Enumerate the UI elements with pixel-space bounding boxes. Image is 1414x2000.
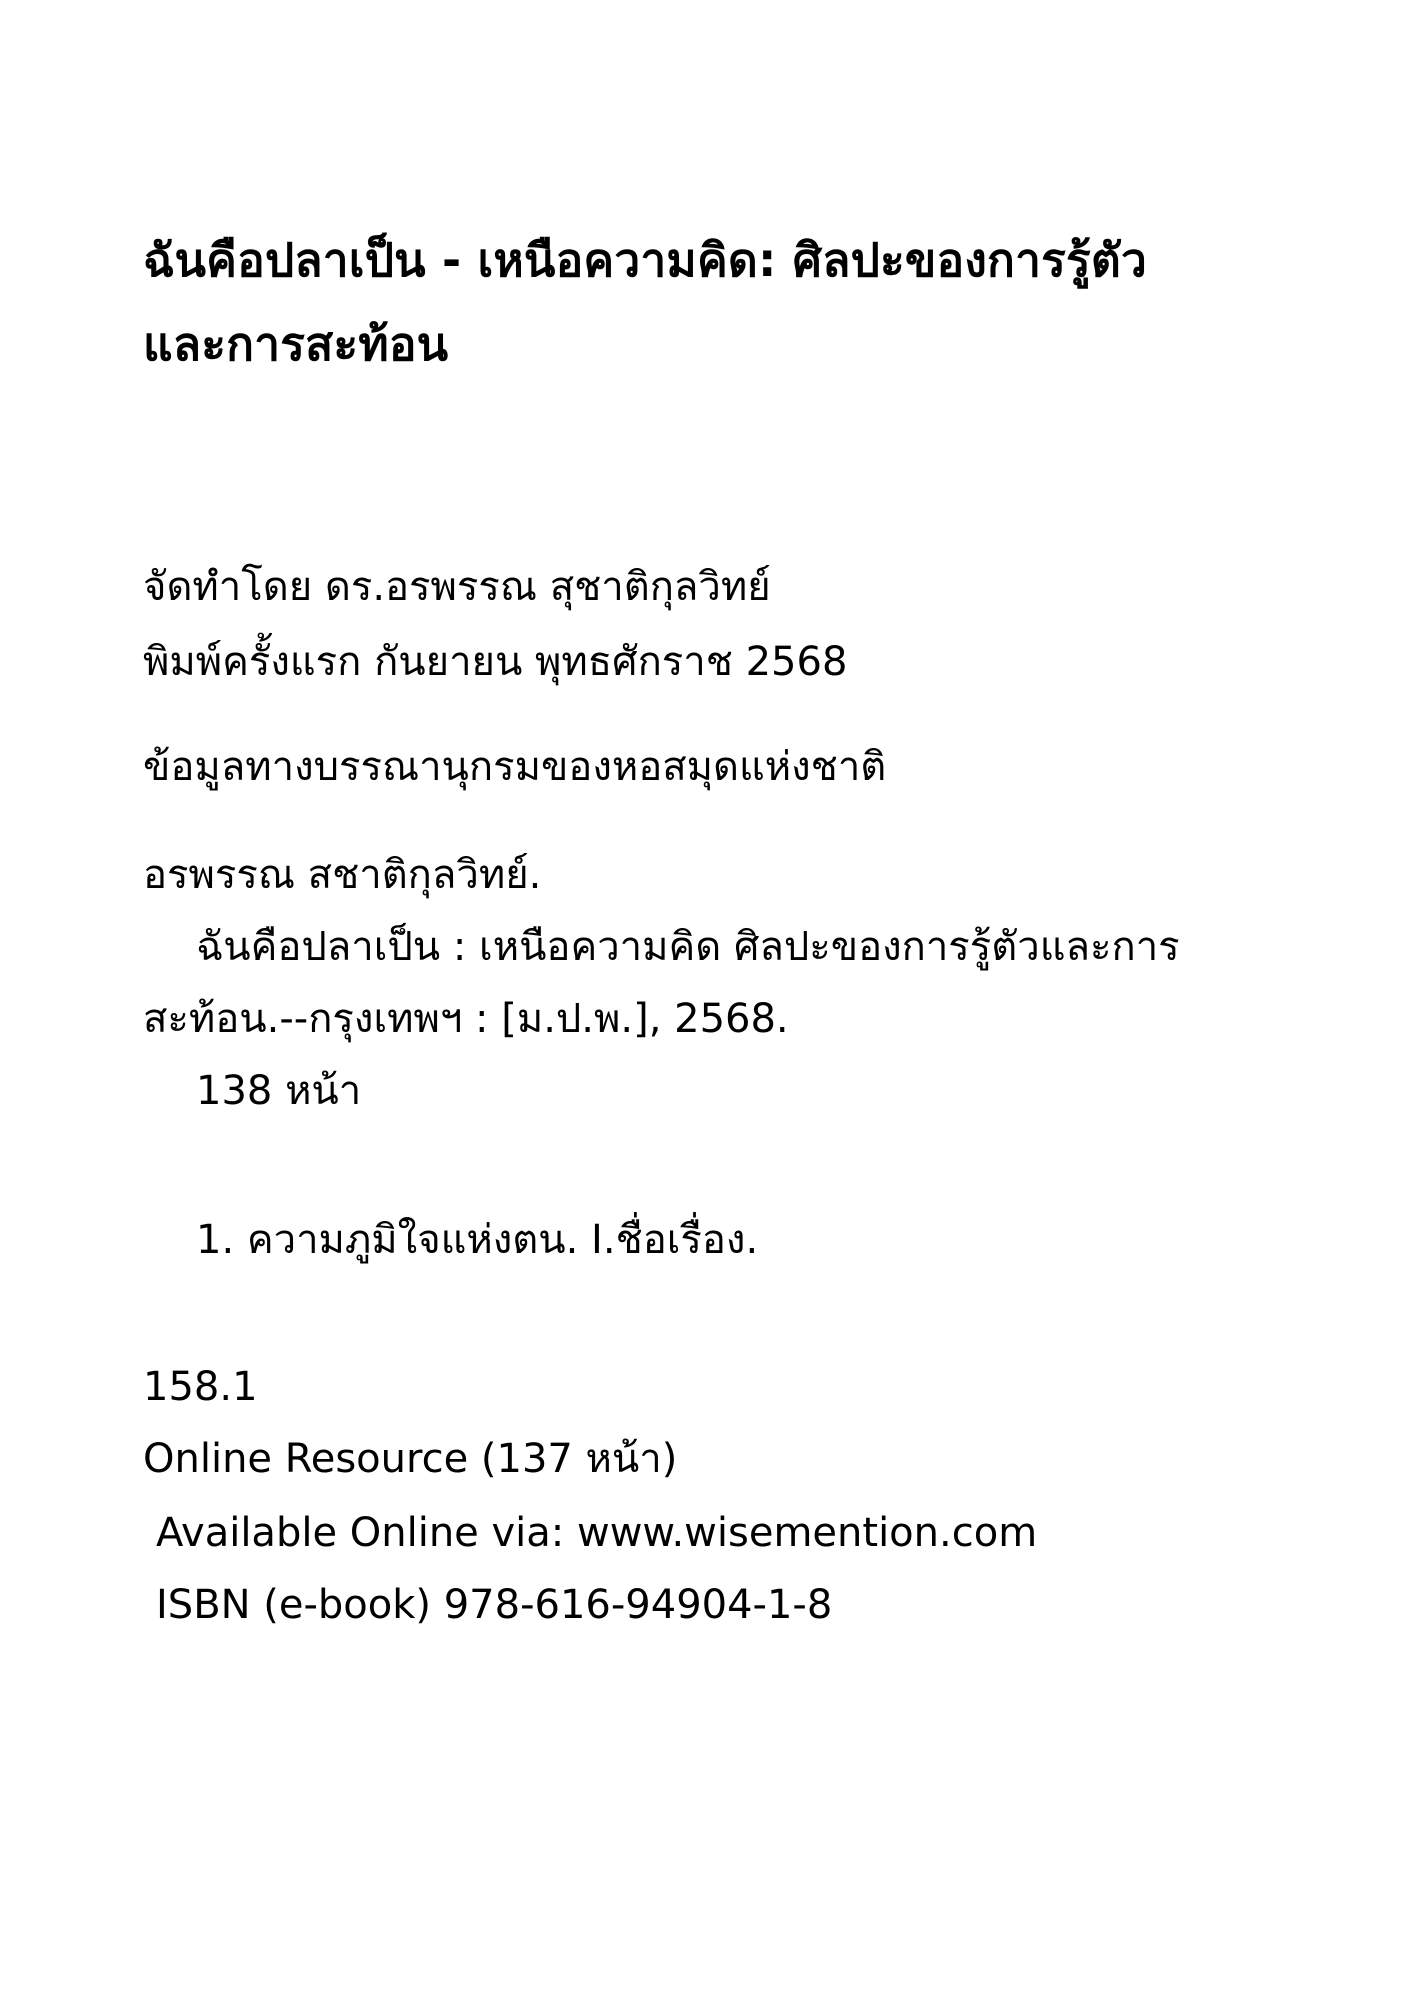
online-resource: Online Resource (137 หน้า) — [143, 1436, 678, 1482]
cip-title-line-2: สะท้อน.--กรุงเทพฯ : [ม.ป.พ.], 2568. — [143, 996, 789, 1042]
classification-number: 158.1 — [143, 1364, 258, 1410]
cip-title-line-1: ฉันคือปลาเป็น : เหนือความคิด ศิลปะของการรู้ตัวและการ — [196, 924, 1180, 970]
available-online: Available Online via: www.wisemention.com — [156, 1510, 1038, 1556]
cip-heading: ข้อมูลทางบรรณานุกรมของหอสมุดแห่งชาติ — [143, 744, 887, 790]
book-title-line-2: และการสะท้อน — [143, 317, 449, 371]
cip-author: อรพรรณ สชาติกุลวิทย์. — [143, 852, 542, 898]
cip-pages: 138 หน้า — [196, 1068, 362, 1114]
cip-subjects: 1. ความภูมิใจแห่งตน. I.ชื่อเรื่อง. — [196, 1217, 759, 1263]
book-title — [143, 218, 1273, 386]
isbn: ISBN (e-book) 978-616-94904-1-8 — [156, 1582, 833, 1628]
book-title-line-1: ฉันคือปลาเป็น - เหนือความคิด: ศิลปะของการรู้ตัว — [143, 233, 1148, 287]
prepared-by: จัดทำโดย ดร.อรพรรณ สุชาติกุลวิทย์ — [143, 564, 771, 610]
first-print: พิมพ์ครั้งแรก กันยายน พุทธศักราช 2568 — [143, 639, 848, 685]
